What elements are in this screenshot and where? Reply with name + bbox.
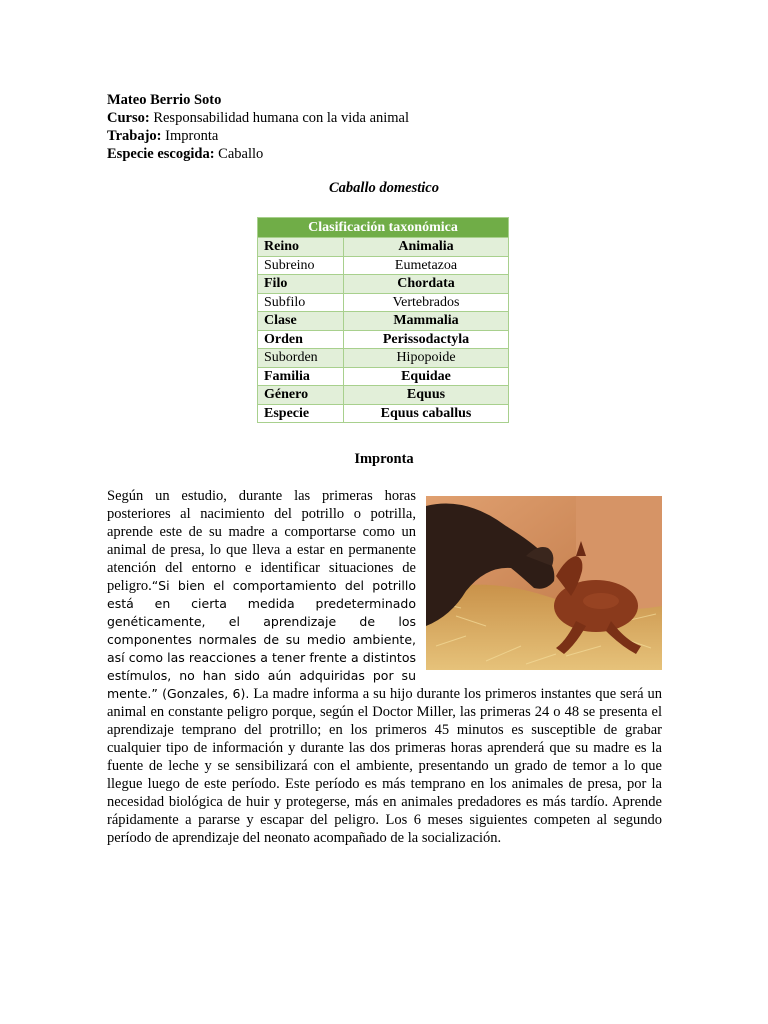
work-value: Impronta	[165, 128, 219, 144]
table-row	[258, 404, 509, 423]
paragraph-intro: Según un estudio, durante las primeras horas posteriores al nacimiento del potrillo o potrilla, aprende este de su madre a comportarse como un animal de presa, lo que lleva a estar en permanente atención del entorno e identificar situaciones de peligro.	[107, 488, 416, 594]
work-label: Trabajo:	[107, 128, 162, 144]
table-row	[258, 256, 509, 275]
value-cell: Eumetazoa	[344, 256, 509, 275]
rank-cell: Orden	[258, 330, 344, 349]
taxonomy-table	[257, 217, 509, 423]
work-line	[107, 127, 409, 145]
rank-cell: Suborden	[258, 349, 344, 368]
value-cell: Equidae	[344, 367, 509, 386]
author-name: Mateo Berrio Soto	[107, 92, 222, 108]
course-line	[107, 109, 409, 127]
table-row	[258, 238, 509, 257]
value-cell: Perissodactyla	[344, 330, 509, 349]
paragraph-continuation: La madre informa a su hijo durante los primeros instantes que será un animal en constante peligro porque, según el Doctor Miller, las primeras 24 o 48 se presenta el aprendizaje temprano del protrillo; en los primeros 45 minutos es susceptible de grabar cualquier tipo de información y durante las dos primeras horas aprenderá que su madre es la fuente de leche y se sensibilizará con el ambiente, presentando un grado de temor a lo que llegue luego de este período. Este período es más temprano en los animales de presa, por la necesidad biológica de huir y protegerse, más en animales predadores es más tardío. Aprende rápidamente a pararse y escapar del peligro. Los 6 meses siguientes competen al segundo período de aprendizaje del neonato acompañado de la socialización.	[107, 686, 662, 846]
table-row	[258, 275, 509, 294]
value-cell: Vertebrados	[344, 293, 509, 312]
species-value: Caballo	[218, 146, 264, 162]
value-cell: Chordata	[344, 275, 509, 294]
author-line	[107, 91, 409, 109]
table-row	[258, 312, 509, 331]
gonzales-quote: “Si bien el comportamiento del potrillo está en cierta medida predeterminado genéticamente, el aprendizaje de los componentes normales de su medio ambiente, así como las reacciones a tener frente a distintos estímulos, no han sido aún adquiridas por su mente.” (Gonzales, 6).	[107, 578, 416, 701]
photo-spacer	[416, 487, 662, 674]
value-cell: Mammalia	[344, 312, 509, 331]
table-row	[258, 367, 509, 386]
table-row	[258, 386, 509, 405]
table-row	[258, 330, 509, 349]
taxonomy-table-title: Clasificación taxonómica	[258, 218, 509, 238]
species-line	[107, 145, 409, 163]
rank-cell: Familia	[258, 367, 344, 386]
table-row	[258, 293, 509, 312]
rank-cell: Filo	[258, 275, 344, 294]
section-title: Impronta	[354, 451, 414, 467]
rank-cell: Subreino	[258, 256, 344, 275]
species-label: Especie escogida:	[107, 146, 215, 162]
value-cell: Hipopoide	[344, 349, 509, 368]
value-cell: Animalia	[344, 238, 509, 257]
rank-cell: Subfilo	[258, 293, 344, 312]
rank-cell: Reino	[258, 238, 344, 257]
document-title: Caballo domestico	[329, 180, 439, 196]
value-cell: Equus	[344, 386, 509, 405]
course-value: Responsabilidad humana con la vida animal	[153, 110, 410, 126]
rank-cell: Clase	[258, 312, 344, 331]
course-label: Curso:	[107, 110, 150, 126]
table-row	[258, 349, 509, 368]
document-header	[107, 91, 409, 163]
impronta-paragraph	[107, 487, 662, 847]
rank-cell: Género	[258, 386, 344, 405]
rank-cell: Especie	[258, 404, 344, 423]
value-cell: Equus caballus	[344, 404, 509, 423]
